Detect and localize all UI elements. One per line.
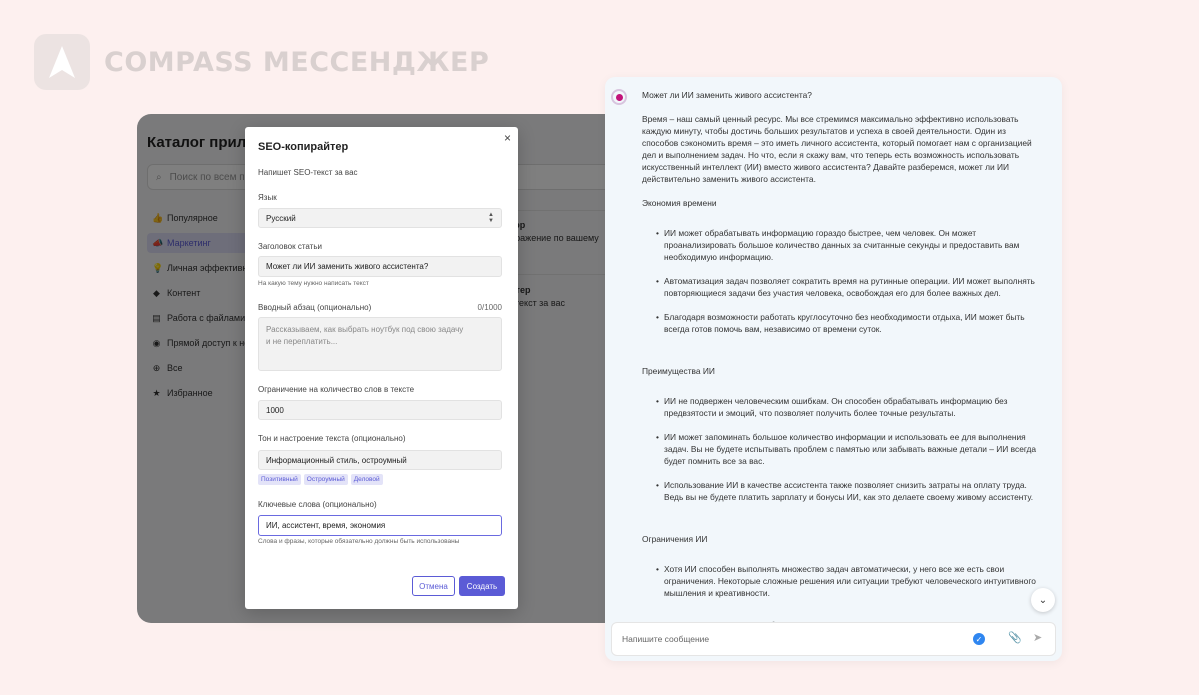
seo-copywriter-dialog: [245, 127, 518, 609]
brand-name: COMPASS МЕССЕНДЖЕР: [104, 46, 490, 78]
word-limit-input[interactable]: 1000: [258, 400, 502, 420]
list-item: • ИИ может запоминать большое количество информации и использовать ее для выполнения задач. Вы не будете испытывать проблем с памятью или забывать важные детали – ИИ всегда будет помнить все за вас.: [664, 431, 1042, 467]
keywords-input[interactable]: ИИ, ассистент, время, экономия: [258, 515, 502, 536]
keywords-hint: Слова и фразы, которые обязательно должны быть использованы: [258, 538, 460, 545]
section-heading: Преимущества ИИ: [642, 366, 715, 376]
message-input[interactable]: [611, 622, 1056, 656]
cancel-button[interactable]: Отмена: [412, 576, 455, 596]
list-item: • Автоматизация задач позволяет сократить время на рутинные операции. ИИ может выполнять повторяющиеся задачи без участия человека, освобождая его для более важных дел.: [664, 275, 1042, 299]
chevron-down-icon: ⌄: [1038, 594, 1048, 606]
heading-hint: На какую тему нужно написать текст: [258, 280, 369, 287]
message-placeholder: Напишите сообщение: [622, 634, 710, 644]
check-icon[interactable]: ✓: [973, 633, 985, 645]
create-button[interactable]: Создать: [459, 576, 505, 596]
close-icon[interactable]: ×: [503, 131, 511, 145]
message-intro: Время – наш самый ценный ресурс. Мы все стремимся максимально эффективно использовать каждую минуту, чтобы достичь больших результатов и успеха в своей деятельности. Один из способов сэкономить время – это иметь личного ассистента, который помогает нам с организацией дел и выполнением задач. Но что, если я скажу вам, что теперь есть возможность использовать искусственный интеллект (ИИ) вместо живого ассистента? Давайте разберемся, может ли ИИ действительно заменить живого ассистента.: [642, 114, 1032, 184]
dialog-title: SEO-копирайтер: [258, 141, 349, 153]
list-item: • Использование ИИ в качестве ассистента также позволяет снизить затраты на оплату труда. Ведь вы не будете платить зарплату и бонусы ИИ, как это делаете своему живому ассистенту.: [664, 479, 1042, 503]
dialog-subtitle: Напишет SEO-текст за вас: [258, 168, 358, 177]
list-item: • Хотя ИИ способен выполнять множество задач автоматически, у него все же есть свои ограничения. Некоторые сложные решения или ситуации требуют человеческого интуитивного мышления и креативности.: [664, 563, 1042, 599]
heading-label: Заголовок статьи: [258, 242, 322, 251]
chat-panel: [605, 77, 1062, 661]
tone-tags: [258, 474, 383, 485]
message-question: Может ли ИИ заменить живого ассистента?: [642, 90, 812, 100]
tone-label: Тон и настроение текста (опционально): [258, 434, 406, 443]
language-select[interactable]: [258, 208, 502, 228]
list-item: • ИИ не подвержен человеческим ошибкам. Он способен обрабатывать информацию без предвзятости и эмоций, что позволяет получить более точные результаты.: [664, 395, 1042, 419]
bot-avatar: [611, 89, 627, 105]
intro-label: Вводный абзац (опционально): [258, 303, 372, 312]
chat-message: [642, 89, 1042, 631]
intro-textarea[interactable]: Рассказываем, как выбрать ноутбук под свою задачу и не переплатить...: [258, 317, 502, 371]
section-heading: Ограничения ИИ: [642, 534, 708, 544]
tone-tag[interactable]: Остроумный: [304, 474, 348, 485]
select-arrows-icon: ▲ ▼: [488, 212, 494, 224]
keywords-label: Ключевые слова (опционально): [258, 500, 377, 509]
language-label: Язык: [258, 193, 277, 202]
section-heading: Экономия времени: [642, 198, 717, 208]
language-value: Русский: [266, 213, 296, 223]
intro-char-count: 0/1000: [477, 303, 502, 312]
tone-tag[interactable]: Позитивный: [258, 474, 301, 485]
word-limit-label: Ограничение на количество слов в тексте: [258, 385, 415, 394]
send-icon[interactable]: ➤: [1033, 632, 1043, 644]
tone-input[interactable]: Информационный стиль, остроумный: [258, 450, 502, 470]
list-item: • Благодаря возможности работать круглосуточно без необходимости отдыха, ИИ может быть всегда готов помочь вам, независимо от времени суток.: [664, 311, 1042, 335]
list-item: • ИИ может обрабатывать информацию гораздо быстрее, чем человек. Он может проанализировать большое количество данных за считанные секунды и предоставить вам необходимую информацию.: [664, 227, 1042, 263]
paperclip-icon[interactable]: 📎: [1008, 632, 1022, 644]
heading-input[interactable]: Может ли ИИ заменить живого ассистента?: [258, 256, 502, 277]
brand: [34, 34, 489, 90]
tone-tag[interactable]: Деловой: [351, 474, 383, 485]
scroll-down-button[interactable]: [1031, 588, 1055, 612]
compass-logo-icon: [34, 34, 90, 90]
